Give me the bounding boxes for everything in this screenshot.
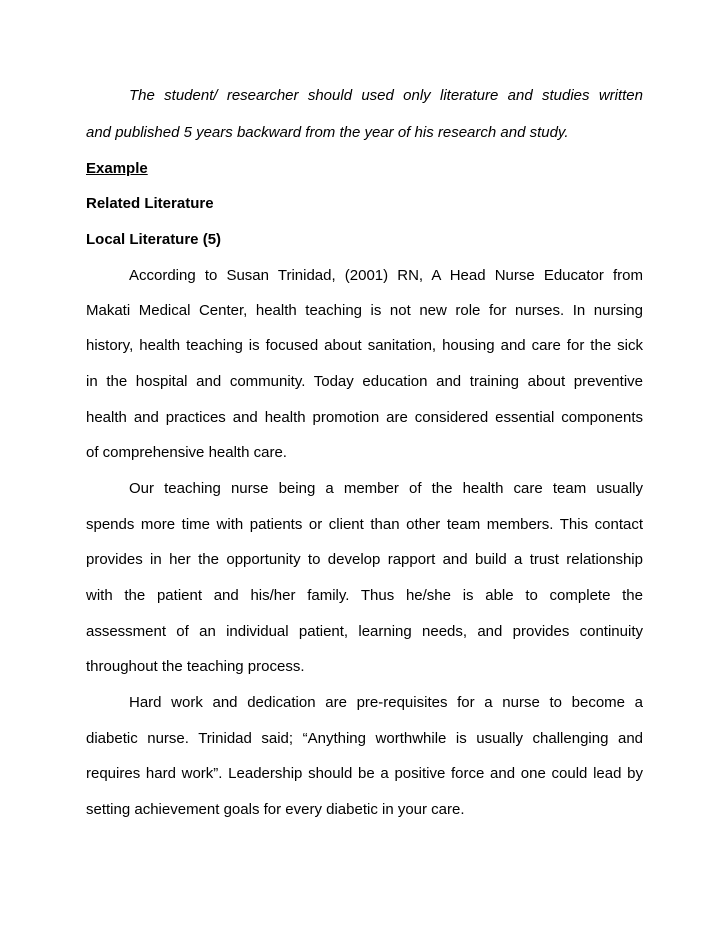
- paragraph-1-line-3: history, health teaching is focused about sanitation, housing and care for the sick: [86, 337, 643, 354]
- paragraph-2-line-6: throughout the teaching process.: [86, 658, 305, 675]
- paragraph-1-line-2: Makati Medical Center, health teaching is not new role for nurses. In nursing: [86, 302, 643, 319]
- paragraph-2-line-1: Our teaching nurse being a member of the health care team usually: [129, 480, 643, 497]
- paragraph-3-line-3: requires hard work”. Leadership should be a positive force and one could lead by: [86, 765, 643, 782]
- intro-line-1: The student/ researcher should used only literature and studies written: [129, 87, 643, 104]
- paragraph-1-line-5: health and practices and health promotion are considered essential components: [86, 409, 643, 426]
- heading-related-literature: Related Literature: [86, 195, 214, 212]
- paragraph-2-line-2: spends more time with patients or client than other team members. This contact: [86, 516, 643, 533]
- paragraph-2-line-3: provides in her the opportunity to develop rapport and build a trust relationship: [86, 551, 643, 568]
- paragraph-3-line-2: diabetic nurse. Trinidad said; “Anything worthwhile is usually challenging and: [86, 730, 643, 747]
- paragraph-3-line-4: setting achievement goals for every diabetic in your care.: [86, 801, 465, 818]
- paragraph-2-line-4: with the patient and his/her family. Thus he/she is able to complete the: [86, 587, 643, 604]
- heading-example: Example: [86, 160, 148, 177]
- intro-line-2: and published 5 years backward from the year of his research and study.: [86, 124, 569, 141]
- paragraph-2-line-5: assessment of an individual patient, learning needs, and provides continuity: [86, 623, 643, 640]
- paragraph-1-line-1: According to Susan Trinidad, (2001) RN, A Head Nurse Educator from: [129, 267, 643, 284]
- paragraph-1-line-6: of comprehensive health care.: [86, 444, 287, 461]
- paragraph-3-line-1: Hard work and dedication are pre-requisites for a nurse to become a: [129, 694, 643, 711]
- paragraph-1-line-4: in the hospital and community. Today education and training about preventive: [86, 373, 643, 390]
- heading-local-literature: Local Literature (5): [86, 231, 222, 248]
